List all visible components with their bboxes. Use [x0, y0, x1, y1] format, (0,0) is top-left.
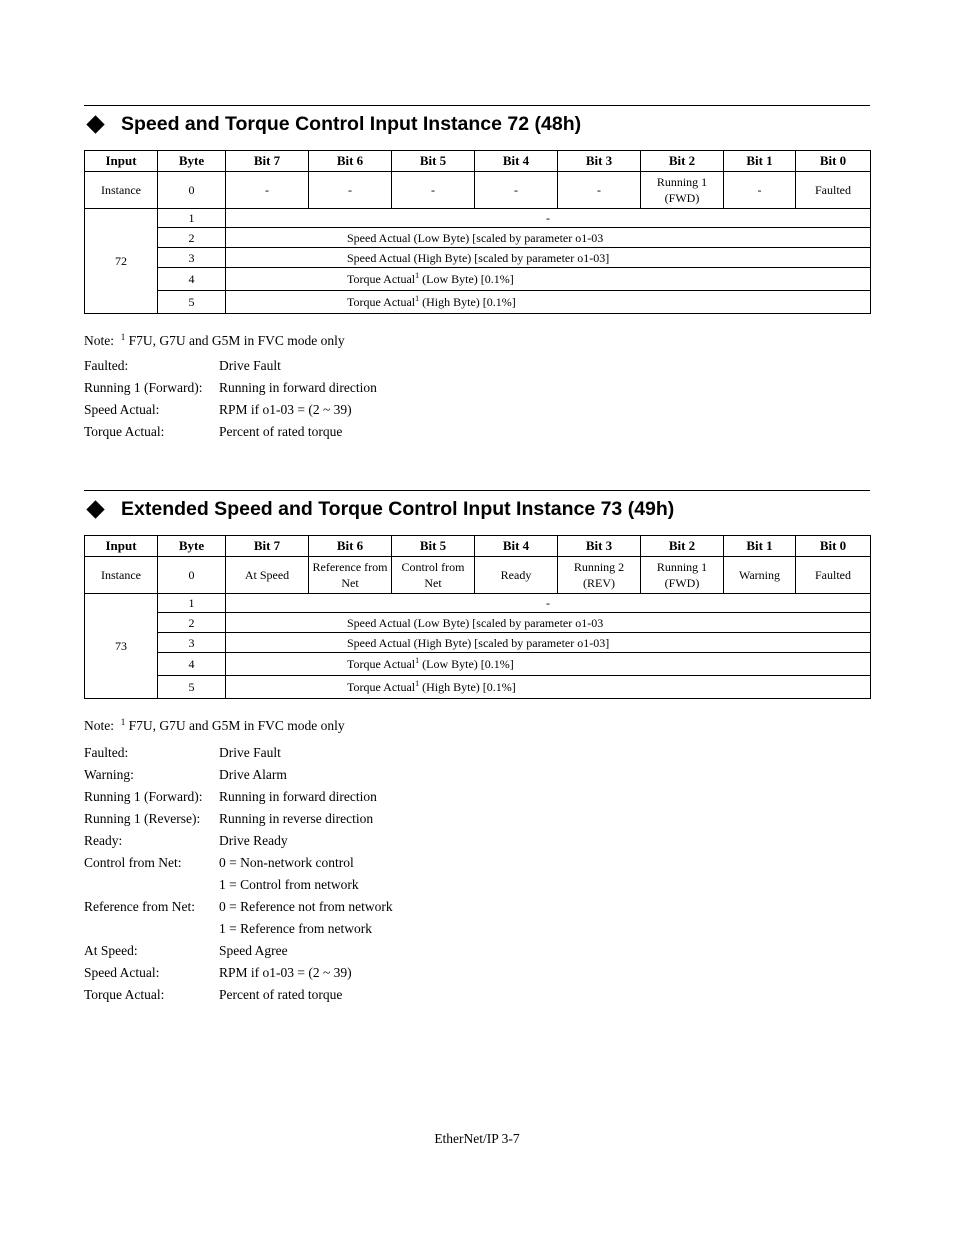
definition-desc: Drive Ready [219, 833, 288, 848]
bit0-cell: Faulted [796, 172, 871, 209]
table-row [85, 653, 871, 676]
byte-cell: 2 [158, 613, 226, 633]
section-title: Speed and Torque Control Input Instance 72 (48h) [121, 112, 582, 135]
byte-cell: 5 [158, 676, 226, 699]
bit1-cell: - [724, 172, 796, 209]
byte-cell: 5 [158, 291, 226, 314]
register-table [84, 150, 871, 314]
footnote-marker: 1 [415, 656, 420, 665]
header-cell: Bit 3 [558, 151, 641, 172]
bit5-cell: - [392, 172, 475, 209]
footnote [84, 718, 345, 734]
definition-desc: Percent of rated torque [219, 424, 343, 439]
definition-list [84, 742, 393, 1006]
definition-desc: Running in forward direction [219, 380, 377, 395]
data-cell: - [226, 209, 871, 228]
definition-row [84, 852, 393, 874]
definition-term: Warning: [84, 767, 134, 782]
header-cell: Input [85, 536, 158, 557]
register-table [84, 535, 871, 699]
header-cell: Bit 6 [309, 536, 392, 557]
input-cell: Instance [85, 172, 158, 209]
byte-cell: 1 [158, 594, 226, 613]
definition-term: At Speed: [84, 943, 138, 958]
definition-row [84, 355, 377, 377]
definition-term: Faulted: [84, 745, 129, 760]
bit5-cell: Control from Net [392, 557, 475, 594]
definition-desc: Percent of rated torque [219, 987, 343, 1002]
table-header-row [85, 151, 871, 172]
definition-desc: Running in forward direction [219, 789, 377, 804]
definition-desc: 1 = Reference from network [219, 921, 373, 936]
header-cell: Bit 4 [475, 536, 558, 557]
section-title: Extended Speed and Torque Control Input Instance 73 (49h) [121, 497, 675, 520]
note-label: Note: [84, 333, 114, 348]
byte-cell: 0 [158, 172, 226, 209]
cell-text: (High Byte) [0.1%] [419, 295, 516, 309]
definition-term: Running 1 (Reverse): [84, 811, 201, 826]
data-cell [226, 268, 871, 291]
footnote-marker: 1 [120, 717, 126, 727]
footnote-marker: 1 [415, 679, 420, 688]
definition-term: Ready: [84, 833, 123, 848]
byte-cell: 4 [158, 268, 226, 291]
definition-term [84, 918, 219, 940]
definition-term [84, 874, 219, 896]
byte-cell: 3 [158, 248, 226, 268]
bit1-cell: Warning [724, 557, 796, 594]
bit4-cell: - [475, 172, 558, 209]
data-cell: Speed Actual (Low Byte) [scaled by parameter o1-03 [226, 228, 871, 248]
definition-row [84, 918, 393, 940]
definition-row [84, 984, 393, 1006]
definition-desc: Drive Fault [219, 358, 281, 373]
table-row [85, 172, 871, 209]
page-footer: EtherNet/IP 3-7 [434, 1131, 520, 1146]
definition-term: Running 1 (Forward): [84, 789, 203, 804]
definition-term: Faulted: [84, 358, 129, 373]
definition-row [84, 808, 393, 830]
definition-row [84, 962, 393, 984]
table-row [85, 291, 871, 314]
definition-row [84, 896, 393, 918]
section-rule [84, 490, 870, 491]
definition-row [84, 830, 393, 852]
table-row [85, 613, 871, 633]
header-cell: Byte [158, 151, 226, 172]
definition-desc: Running in reverse direction [219, 811, 374, 826]
data-cell: - [226, 594, 871, 613]
definition-term: Control from Net: [84, 855, 182, 870]
cell-text: (Low Byte) [0.1%] [419, 657, 514, 671]
byte-cell: 1 [158, 209, 226, 228]
header-cell: Bit 2 [641, 151, 724, 172]
bit0-cell: Faulted [796, 557, 871, 594]
header-cell: Bit 5 [392, 536, 475, 557]
header-cell: Byte [158, 536, 226, 557]
bit3-cell: - [558, 172, 641, 209]
note-label: Note: [84, 718, 114, 733]
byte-cell: 0 [158, 557, 226, 594]
bit2-cell: Running 1 (FWD) [641, 557, 724, 594]
table-row [85, 594, 871, 613]
bit6-cell: - [309, 172, 392, 209]
cell-text: (Low Byte) [0.1%] [419, 272, 514, 286]
definition-term: Speed Actual: [84, 402, 160, 417]
data-cell [226, 653, 871, 676]
definition-row [84, 874, 393, 896]
header-cell: Bit 3 [558, 536, 641, 557]
definition-desc: 0 = Reference not from network [219, 899, 393, 914]
definition-row [84, 764, 393, 786]
byte-cell: 2 [158, 228, 226, 248]
table-row [85, 268, 871, 291]
header-cell: Bit 6 [309, 151, 392, 172]
table-row [85, 633, 871, 653]
definition-term: Torque Actual: [84, 424, 165, 439]
cell-text: Torque Actual [347, 657, 416, 671]
definition-list [84, 355, 377, 443]
definition-term: Speed Actual: [84, 965, 160, 980]
definition-desc: RPM if o1-03 = (2 ~ 39) [219, 402, 352, 417]
definition-desc: Drive Fault [219, 745, 281, 760]
definition-desc: 0 = Non-network control [219, 855, 354, 870]
cell-text: Torque Actual [347, 272, 416, 286]
definition-row [84, 786, 393, 808]
definition-row [84, 421, 377, 443]
diamond-bullet-icon [86, 115, 104, 133]
table-row [85, 228, 871, 248]
data-cell: Speed Actual (High Byte) [scaled by parameter o1-03] [226, 248, 871, 268]
table-row [85, 676, 871, 699]
byte-cell: 4 [158, 653, 226, 676]
input-cell: Instance [85, 557, 158, 594]
data-cell: Speed Actual (Low Byte) [scaled by parameter o1-03 [226, 613, 871, 633]
cell-text: (High Byte) [0.1%] [419, 680, 516, 694]
data-cell [226, 291, 871, 314]
instance-number-cell: 73 [85, 594, 158, 699]
definition-desc: Speed Agree [219, 943, 288, 958]
definition-row [84, 940, 393, 962]
definition-term: Torque Actual: [84, 987, 165, 1002]
definition-term: Running 1 (Forward): [84, 380, 203, 395]
header-cell: Bit 0 [796, 536, 871, 557]
header-cell: Bit 7 [226, 536, 309, 557]
header-cell: Bit 1 [724, 536, 796, 557]
header-cell: Input [85, 151, 158, 172]
header-cell: Bit 5 [392, 151, 475, 172]
table-row [85, 209, 871, 228]
section-heading [84, 110, 581, 138]
header-cell: Bit 0 [796, 151, 871, 172]
note-text: F7U, G7U and G5M in FVC mode only [128, 718, 345, 733]
bit7-cell: At Speed [226, 557, 309, 594]
bit7-cell: - [226, 172, 309, 209]
footnote-marker: 1 [415, 294, 420, 303]
bit4-cell: Ready [475, 557, 558, 594]
footnote-marker: 1 [415, 271, 420, 280]
table-row [85, 248, 871, 268]
header-cell: Bit 7 [226, 151, 309, 172]
definition-row [84, 399, 377, 421]
bit2-cell: Running 1 (FWD) [641, 172, 724, 209]
footnote-marker: 1 [120, 332, 126, 342]
section-rule [84, 105, 870, 106]
definition-row [84, 377, 377, 399]
data-cell: Speed Actual (High Byte) [scaled by parameter o1-03] [226, 633, 871, 653]
definition-row [84, 742, 393, 764]
header-cell: Bit 4 [475, 151, 558, 172]
cell-text: Torque Actual [347, 680, 416, 694]
definition-desc: 1 = Control from network [219, 877, 359, 892]
definition-desc: Drive Alarm [219, 767, 287, 782]
definition-term: Reference from Net: [84, 899, 195, 914]
bit3-cell: Running 2 (REV) [558, 557, 641, 594]
note-text: F7U, G7U and G5M in FVC mode only [128, 333, 345, 348]
bit6-cell: Reference from Net [309, 557, 392, 594]
diamond-bullet-icon [86, 500, 104, 518]
instance-number-cell: 72 [85, 209, 158, 314]
table-header-row [85, 536, 871, 557]
footnote [84, 333, 345, 349]
header-cell: Bit 2 [641, 536, 724, 557]
header-cell: Bit 1 [724, 151, 796, 172]
definition-desc: RPM if o1-03 = (2 ~ 39) [219, 965, 352, 980]
data-cell [226, 676, 871, 699]
cell-text: Torque Actual [347, 295, 416, 309]
table-row [85, 557, 871, 594]
section-heading [84, 495, 674, 523]
byte-cell: 3 [158, 633, 226, 653]
